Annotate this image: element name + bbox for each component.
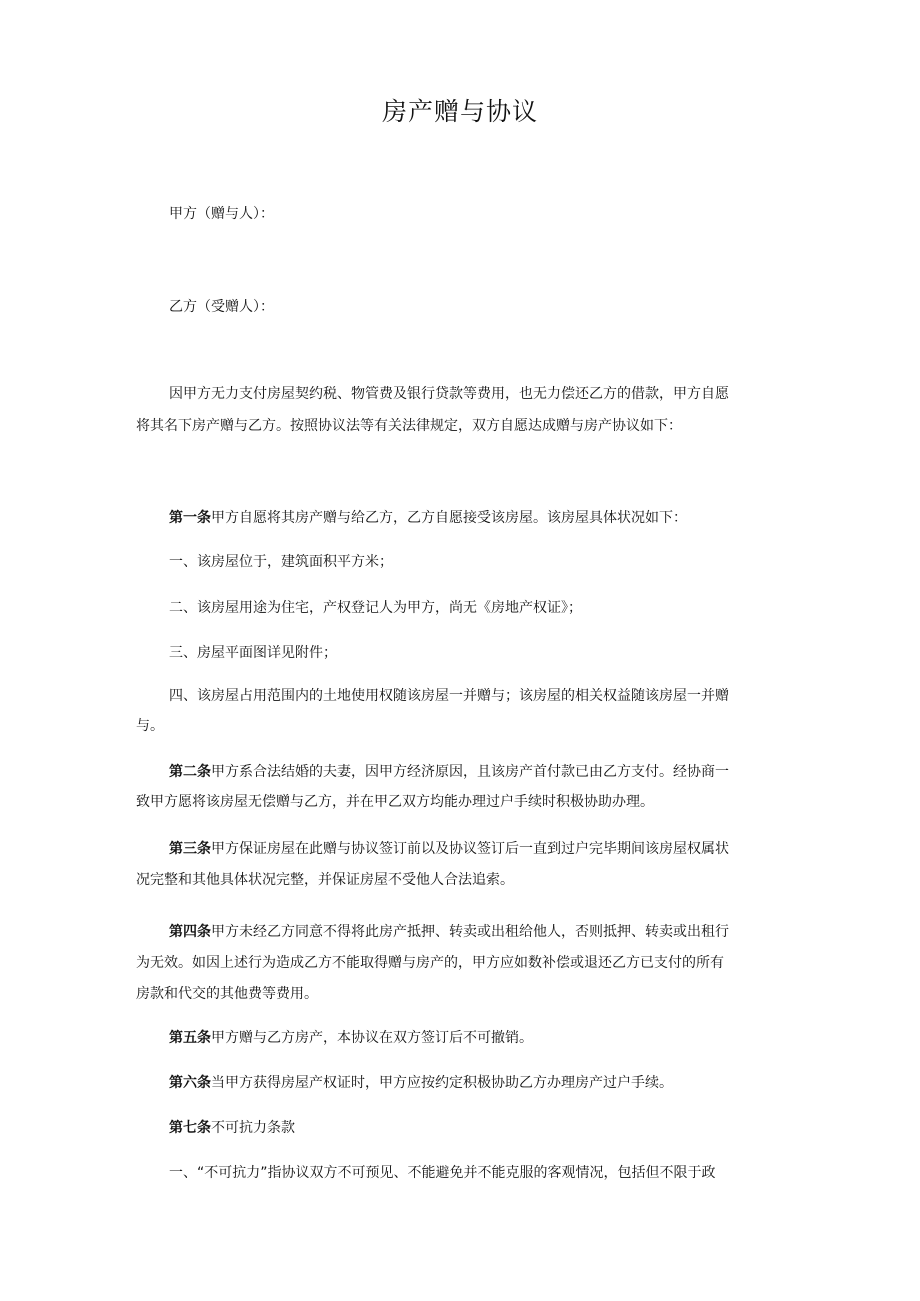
article-7-text: 不可抗力条款 — [211, 1120, 295, 1136]
article-1-label: 第一条 — [169, 510, 211, 526]
article-1-item-2: 二、该房屋用途为住宅，产权登记人为甲方，尚无《房地产权证》； — [169, 600, 582, 616]
article-1-item-4-line-2: 与。 — [136, 718, 164, 734]
article-3-line-1 — [169, 839, 729, 859]
article-1-item-1: 一、该房屋位于，建筑面积平方米； — [169, 554, 393, 570]
article-4-line-2: 为无效。如因上述行为造成乙方不能取得赠与房产的，甲方应如数补偿或退还乙方已支付的所有 — [136, 955, 724, 971]
article-2-text-line-1: 甲方系合法结婚的夫妻，因甲方经济原因，且该房产首付款已由乙方支付。经协商一 — [211, 764, 729, 780]
article-4-line-1 — [169, 922, 729, 942]
article-1-item-3: 三、房屋平面图详见附件； — [169, 645, 337, 661]
article-5-paragraph — [169, 1028, 533, 1048]
article-4-line-3: 房款和代交的其他费等费用。 — [136, 986, 318, 1002]
article-4-text-line-1: 甲方未经乙方同意不得将此房产抵押、转卖或出租给他人，否则抵押、转卖或出租行 — [211, 924, 729, 940]
article-3-label: 第三条 — [169, 841, 211, 857]
article-2-line-1 — [169, 762, 729, 782]
article-6-text: 当甲方获得房屋产权证时，甲方应按约定积极协助乙方办理房产过户手续。 — [211, 1075, 673, 1091]
article-6-paragraph — [169, 1073, 673, 1093]
article-1-paragraph — [169, 508, 687, 528]
party-b-line: 乙方（受赠人）： — [169, 299, 274, 315]
article-5-text: 甲方赠与乙方房产，本协议在双方签订后不可撤销。 — [211, 1030, 533, 1046]
party-a-line: 甲方（赠与人）： — [169, 206, 274, 222]
intro-line-2: 将其名下房产赠与乙方。按照协议法等有关法律规定，双方自愿达成赠与房产协议如下： — [136, 418, 682, 434]
article-6-label: 第六条 — [169, 1075, 211, 1091]
article-5-label: 第五条 — [169, 1030, 211, 1046]
article-3-text-line-1: 甲方保证房屋在此赠与协议签订前以及协议签订后一直到过户完毕期间该房屋权属状 — [211, 841, 729, 857]
article-4-label: 第四条 — [169, 924, 211, 940]
intro-line-1: 因甲方无力支付房屋契约税、物管费及银行贷款等费用，也无力偿还乙方的借款，甲方自愿 — [169, 386, 729, 402]
document-title: 房产赠与协议 — [381, 97, 538, 126]
article-2-line-2: 致甲方愿将该房屋无偿赠与乙方，并在甲乙双方均能办理过户手续时积极协助办理。 — [136, 794, 654, 810]
article-1-item-4-line-1: 四、该房屋占用范围内的土地使用权随该房屋一并赠与；该房屋的相关权益随该房屋一并赠 — [169, 688, 729, 704]
article-3-line-2: 况完整和其他具体状况完整，并保证房屋不受他人合法追索。 — [136, 872, 514, 888]
article-7-label: 第七条 — [169, 1120, 211, 1136]
article-1-text: 甲方自愿将其房产赠与给乙方，乙方自愿接受该房屋。该房屋具体状况如下： — [211, 510, 687, 526]
article-7-item-1-line-1: 一、“不可抗力”指协议双方不可预见、不能避免并不能克服的客观情况，包括但不限于政 — [169, 1165, 716, 1181]
article-2-label: 第二条 — [169, 764, 211, 780]
article-7-heading — [169, 1118, 295, 1138]
